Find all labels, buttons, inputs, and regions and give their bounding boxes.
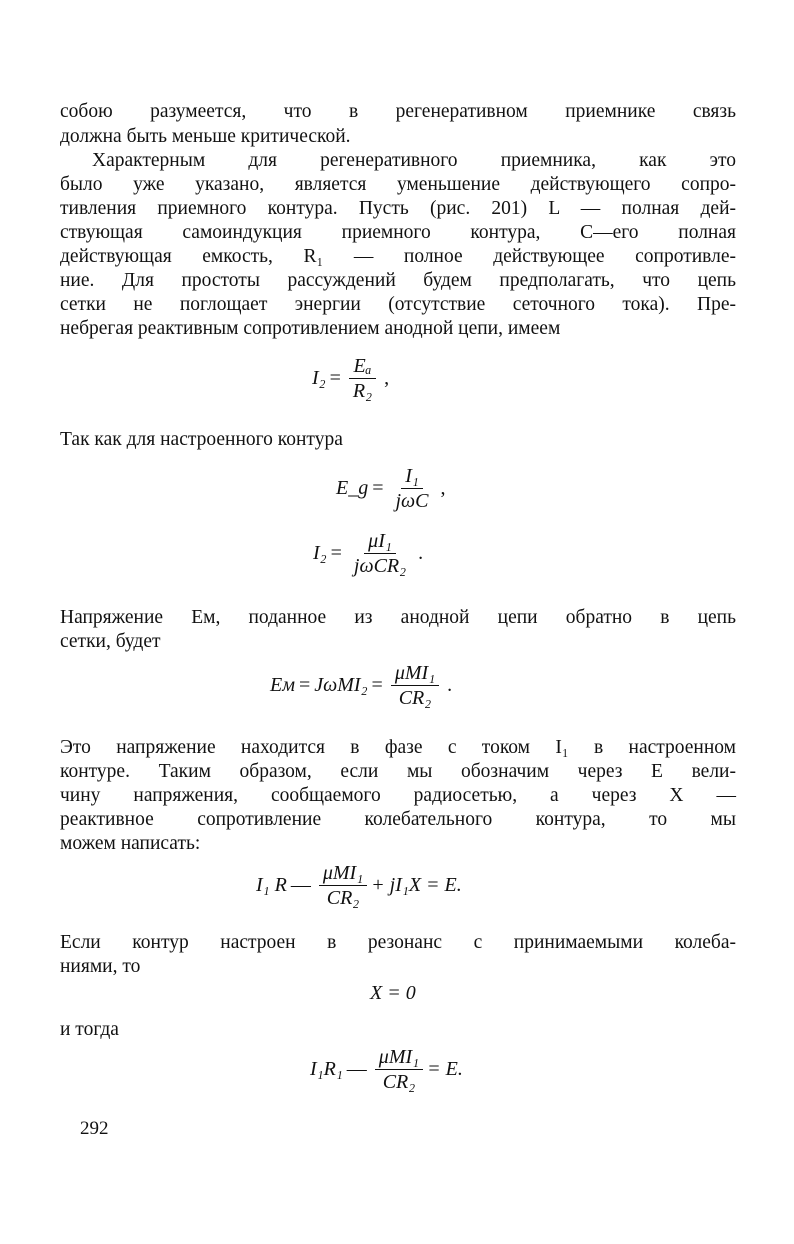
numerator: μMI₁ bbox=[391, 662, 439, 686]
denominator: jωCR₂ bbox=[353, 555, 407, 577]
denominator: CR₂ bbox=[398, 687, 432, 709]
text-line: можем написать: bbox=[60, 833, 201, 854]
text-line: собою разумеется, что в регенеративном приемнике связь bbox=[60, 101, 736, 122]
punctuation: , bbox=[440, 477, 446, 499]
text-line: контуре. Таким образом, если мы обозначим через E вели- bbox=[60, 761, 736, 782]
text-line: ние. Для простоты рассуждений будем предполагать, что цепь bbox=[60, 270, 736, 291]
punctuation: , bbox=[384, 367, 390, 389]
fraction bbox=[349, 355, 376, 402]
fraction bbox=[375, 1046, 423, 1093]
fraction bbox=[319, 862, 367, 909]
text-line: Это напряжение находится в фазе с током I₁ в настроенном bbox=[60, 737, 736, 758]
text-line: было уже указано, является уменьшение действующего сопро- bbox=[60, 174, 736, 195]
formula-4 bbox=[270, 662, 456, 709]
text-line: действующая емкость, R₁ — полное действующее сопротивле- bbox=[60, 246, 736, 267]
punctuation: . bbox=[447, 674, 453, 696]
denominator: R₂ bbox=[352, 380, 373, 402]
formula-term: + jI₁X = E. bbox=[371, 874, 462, 896]
numerator: Eₐ bbox=[349, 355, 375, 379]
formula-7 bbox=[310, 1046, 463, 1093]
formula-lhs: I₂ bbox=[313, 542, 327, 564]
text-line: сетки, будет bbox=[60, 631, 161, 652]
formula-lhs: I₂ bbox=[312, 367, 326, 389]
text-line: Если контур настроен в резонанс с принимаемыми колеба- bbox=[60, 932, 736, 953]
denominator: CR₂ bbox=[326, 887, 360, 909]
fraction bbox=[392, 465, 433, 512]
text-line: сетки не поглощает энергии (отсутствие сеточного тока). Пре- bbox=[60, 294, 736, 315]
denominator: jωC bbox=[395, 490, 429, 512]
numerator: μI₁ bbox=[364, 530, 396, 554]
text-line: небрегая реактивным сопротивлением анодной цепи, имеем bbox=[60, 318, 561, 339]
punctuation: . bbox=[418, 542, 424, 564]
denominator: CR₂ bbox=[382, 1071, 416, 1093]
formula-6 bbox=[370, 982, 416, 1005]
formula-5 bbox=[256, 862, 462, 909]
text-line: чину напряжения, сообщаемого радиосетью, а через X — bbox=[60, 785, 736, 806]
equals-sign: = bbox=[329, 367, 341, 389]
equals-sign: = bbox=[371, 674, 383, 696]
formula-lhs: Eм bbox=[270, 674, 295, 696]
equals-sign: = bbox=[298, 674, 311, 696]
text-line: должна быть меньше критической. bbox=[60, 126, 351, 147]
text-line: и тогда bbox=[60, 1019, 119, 1040]
formula-2 bbox=[336, 465, 450, 512]
text-line: реактивное сопротивление колебательного контура, то мы bbox=[60, 809, 736, 830]
numerator: μMI₁ bbox=[319, 862, 367, 886]
numerator: μMI₁ bbox=[375, 1046, 423, 1070]
fraction bbox=[391, 662, 439, 709]
formula-3 bbox=[313, 530, 427, 577]
text-line: Напряжение Eм, поданное из анодной цепи обратно в цепь bbox=[60, 607, 736, 628]
minus-sign: — bbox=[290, 874, 311, 896]
page-number: 292 bbox=[80, 1118, 109, 1139]
text-line: Характерным для регенеративного приемника, как это bbox=[92, 150, 736, 171]
formula-lhs: E_g bbox=[336, 477, 369, 499]
minus-sign: — bbox=[346, 1058, 367, 1080]
formula-term: = E. bbox=[427, 1058, 463, 1080]
formula-term: I₁R₁ bbox=[310, 1058, 343, 1080]
formula-1 bbox=[312, 355, 393, 402]
fraction bbox=[350, 530, 410, 577]
numerator: I₁ bbox=[401, 465, 423, 489]
formula-term: I₁ R bbox=[256, 874, 287, 896]
text-line: ствующая самоиндукция приемного контура, C—его полная bbox=[60, 222, 736, 243]
text-line: ниями, то bbox=[60, 956, 141, 977]
formula-middle: JωMI₂ bbox=[314, 674, 368, 696]
equals-sign: = bbox=[330, 542, 342, 564]
text-line: тивления приемного контура. Пусть (рис. 201) L — полная дей- bbox=[60, 198, 736, 219]
formula-text: X = 0 bbox=[370, 982, 416, 1004]
equals-sign: = bbox=[372, 477, 384, 499]
text-line: Так как для настроенного контура bbox=[60, 429, 343, 450]
